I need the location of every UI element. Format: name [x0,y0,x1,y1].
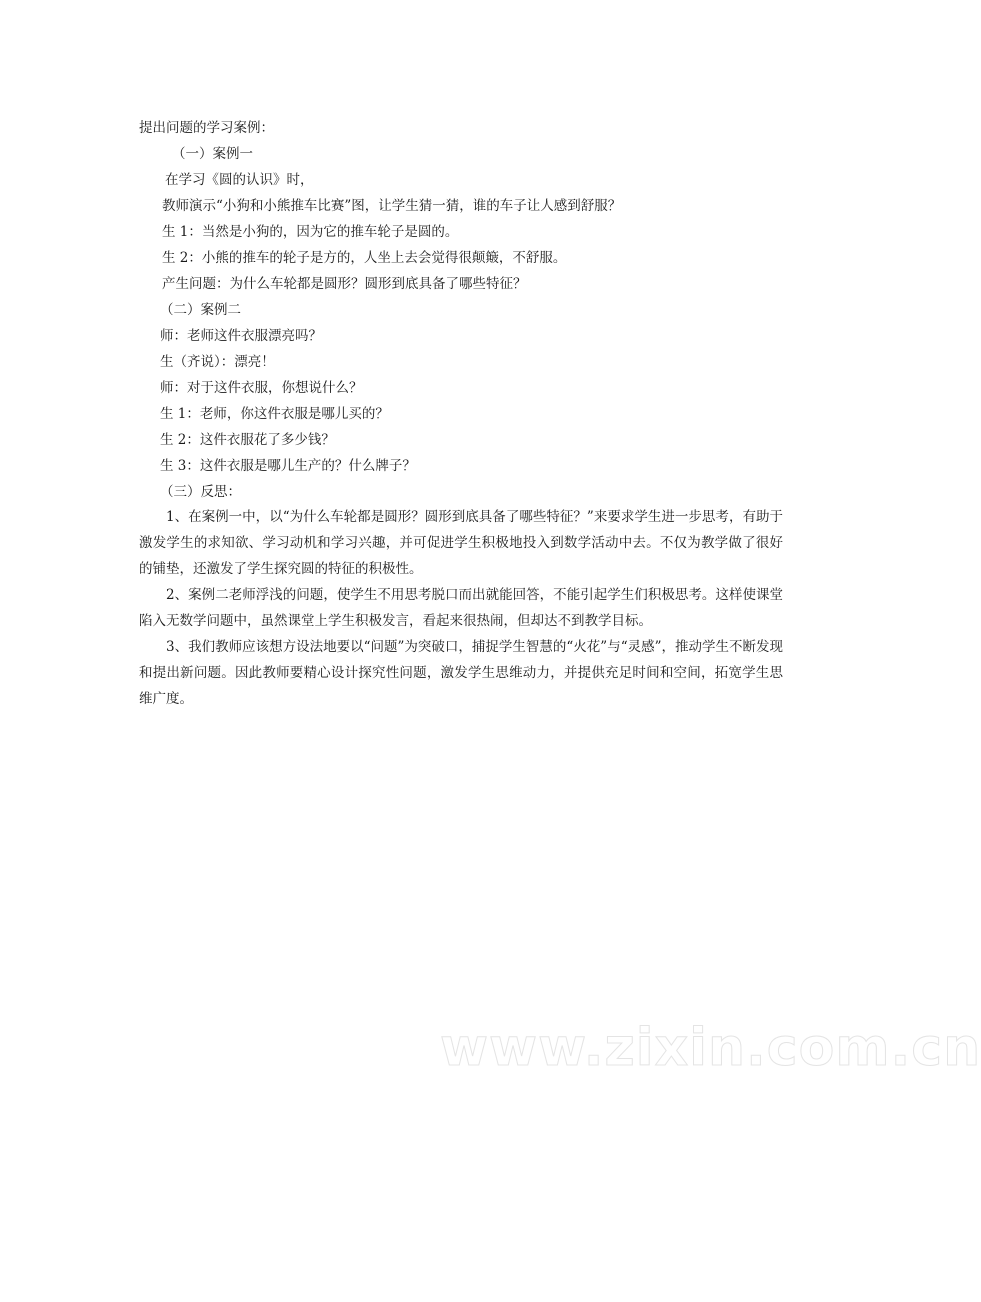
document-heading: 提出问题的学习案例： [139,120,274,136]
case2-line: 师：对于这件衣服，你想说什么？ [160,380,363,396]
case1-line: 生 2：小熊的推车的轮子是方的，人坐上去会觉得很颠簸，不舒服。 [162,250,567,266]
case1-line: 在学习《圆的认识》时， [165,172,314,188]
reflection-paragraph: 3、我们教师应该想方设法地要以“问题”为突破口，捕捉学生智慧的“火花”与“灵感”，推动学生不断发现和提出新问题。因此教师要精心设计探究性问题，激发学生思维动力，并提供充足时间和空间，拓宽学生思维广度。 [139,639,783,707]
case2-line: 生 2：这件衣服花了多少钱？ [160,432,335,448]
case2-line: 生 1：老师，你这件衣服是哪儿买的？ [160,406,389,422]
case1-line: 生 1：当然是小狗的，因为它的推车轮子是圆的。 [162,224,459,240]
watermark: www.zixin.com.cn [440,1018,981,1078]
case2-line: 生 3：这件衣服是哪儿生产的？什么牌子？ [160,458,416,474]
reflection-paragraph: 2、案例二老师浮浅的问题，使学生不用思考脱口而出就能回答，不能引起学生们积极思考。这样使课堂陷入无数学问题中，虽然课堂上学生积极发言，看起来很热闹，但却达不到教学目标。 [139,587,783,629]
case1-title: （一）案例一 [172,146,253,162]
reflection-title: （三）反思： [160,484,241,500]
case2-title: （二）案例二 [160,302,241,318]
case1-line: 产生问题：为什么车轮都是圆形？圆形到底具备了哪些特征？ [162,276,527,292]
case2-line: 师：老师这件衣服漂亮吗？ [160,328,322,344]
case2-line: 生（齐说）：漂亮！ [160,354,275,370]
case1-line: 教师演示“小狗和小熊推车比赛”图，让学生猜一猜，谁的车子让人感到舒服？ [162,198,622,214]
reflection-paragraph: 1、在案例一中，以“为什么车轮都是圆形？圆形到底具备了哪些特征？”来要求学生进一步思考，有助于激发学生的求知欲、学习动机和学习兴趣，并可促进学生积极地投入到数学活动中去。不仅为教学做了很好的铺垫，还激发了学生探究圆的特征的积极性。 [139,509,783,577]
